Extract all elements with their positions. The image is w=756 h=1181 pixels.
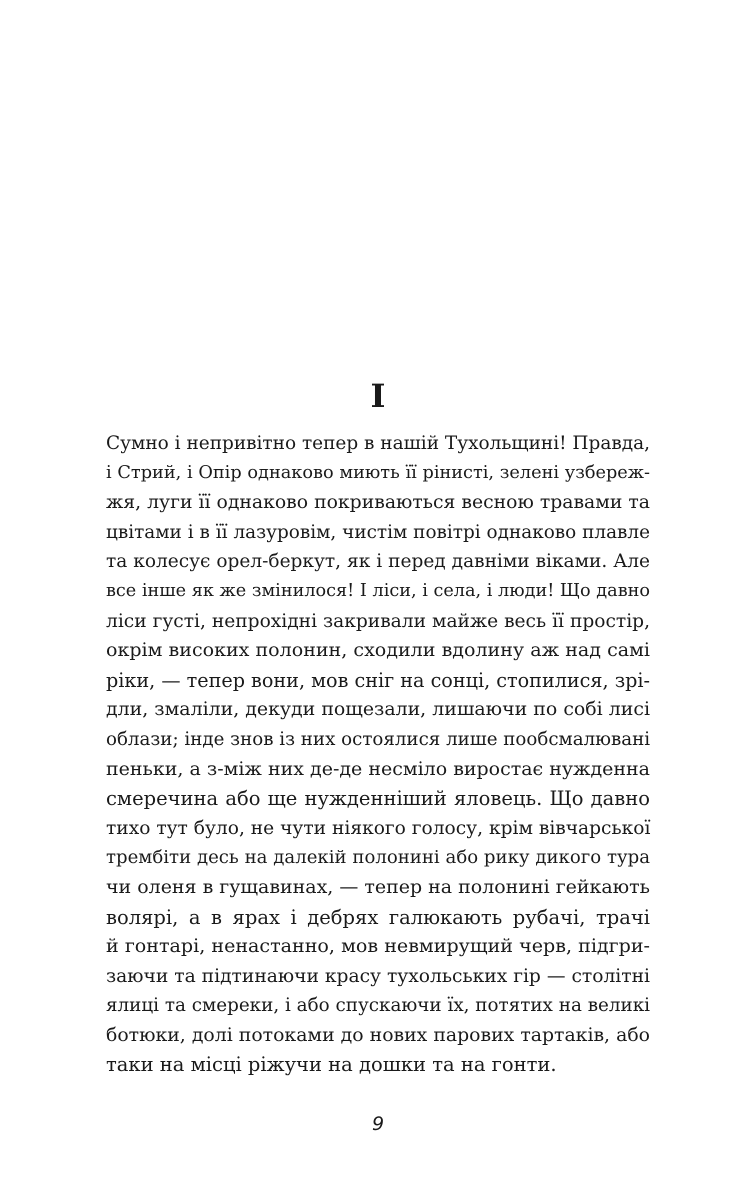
text-line: окрім високих полонин, сходили вдолину аж над самі bbox=[106, 639, 650, 662]
text-line: чи оленя в гущавинах, — тепер на полонині гейкають bbox=[106, 875, 650, 898]
body-text bbox=[106, 429, 650, 1080]
text-line: ботюки, долі потоками до нових парових тартаків, або bbox=[106, 1024, 650, 1046]
chapter-heading: I bbox=[370, 377, 386, 415]
text-line: ріки, — тепер вони, мов сніг на сонці, стопилися, зрі- bbox=[106, 668, 651, 692]
text-line: та колесує орел-беркут, як і перед давніми віками. Але bbox=[106, 551, 650, 573]
page-number: 9 bbox=[371, 1113, 385, 1135]
text-line: тихо тут було, не чути ніякого голосу, крім вівчарської bbox=[106, 817, 651, 839]
text-line: цвітами і в її лазуровім, чистім повітрі однаково плавле bbox=[106, 521, 650, 543]
text-line: облази; інде знов із них остоялися лише пообсмалювані bbox=[106, 728, 651, 750]
text-line: ліси густі, непрохідні закривали майже весь її простір, bbox=[106, 610, 650, 632]
text-line: таки на місці ріжучи на дошки та на гонти. bbox=[106, 1053, 557, 1077]
text-line: жя, луги її однаково покриваються весною травами та bbox=[106, 492, 650, 514]
text-line: дли, змаліли, декуди пощезали, лишаючи по собі лисі bbox=[106, 698, 650, 721]
text-line: смеречина або ще нужденніший яловець. Що давно bbox=[106, 787, 650, 811]
text-line: заючи та підтинаючи красу тухольських гір — столітні bbox=[106, 965, 650, 987]
text-line: волярі, а в ярах і дебрях галюкають рубачі, трачі bbox=[106, 905, 650, 929]
text-line: і Стрий, і Опір однаково миють її рінисті, зелені узбереж- bbox=[106, 462, 650, 483]
text-line: Сумно і непривітно тепер в нашій Тухольщині! Правда, bbox=[106, 433, 650, 454]
text-line: ялиці та смереки, і або спускаючи їх, потятих на великі bbox=[106, 995, 650, 1017]
text-line: пеньки, а з-між них де-де несміло виростає нужденна bbox=[106, 757, 650, 780]
text-line: все інше як же змінилося! І ліси, і села, і люди! Що давно bbox=[106, 580, 650, 601]
text-line: й гонтарі, ненастанно, мов невмирущий черв, підгри- bbox=[106, 935, 650, 958]
text-line: трембіти десь на далекій полонині або рику дикого тура bbox=[106, 847, 650, 869]
